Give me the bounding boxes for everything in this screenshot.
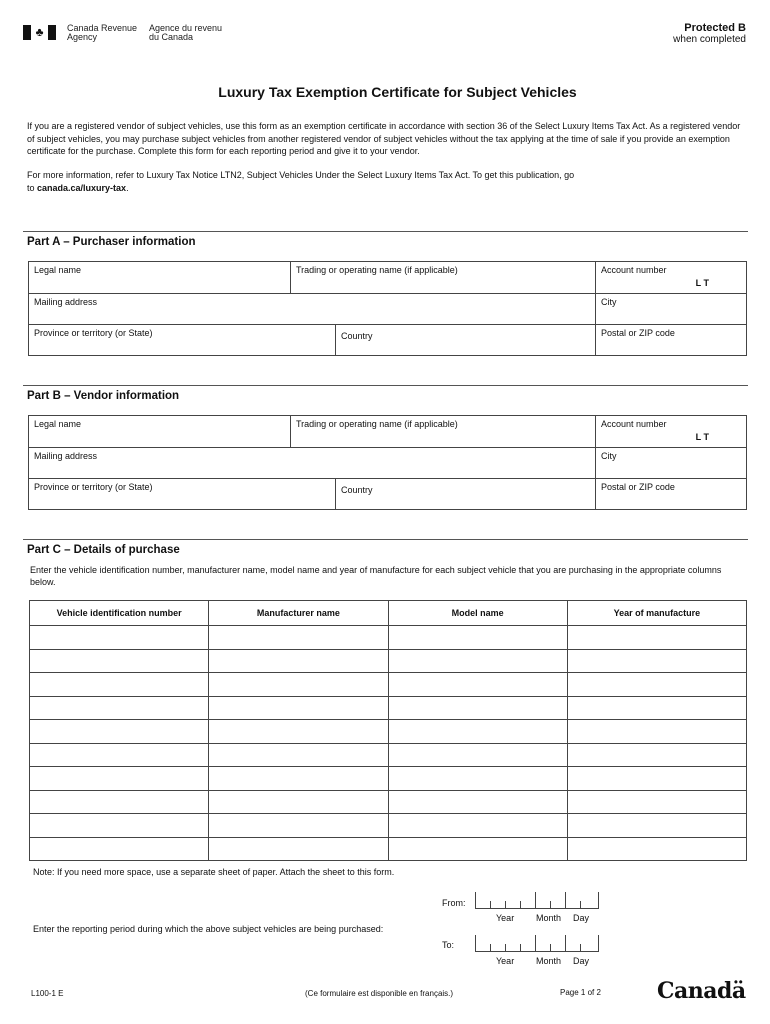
from-day-label: Day — [573, 913, 590, 923]
part-b-trading-name-field[interactable] — [291, 416, 596, 448]
form-code: L100-1 E — [31, 989, 64, 998]
vehicle-year-cell[interactable] — [567, 790, 746, 814]
part-a-form — [28, 261, 747, 356]
date-digit-divider — [490, 901, 491, 908]
part-a-city-label: City — [601, 297, 617, 307]
part-a-legal-name-label: Legal name — [34, 265, 82, 275]
part-b-legal-name-label: Legal name — [34, 419, 82, 429]
to-day-label: Day — [573, 956, 590, 966]
vehicle-model-cell[interactable] — [388, 626, 567, 650]
protected-subtitle: when completed — [673, 34, 746, 45]
french-availability-note: (Ce formulaire est disponible en français.) — [305, 989, 454, 998]
vehicle-model-cell[interactable] — [388, 720, 567, 744]
vehicle-row — [30, 696, 747, 720]
to-date-field[interactable] — [475, 936, 599, 952]
from-month-label: Month — [536, 913, 562, 923]
part-a-rule — [23, 231, 748, 232]
date-digit-divider — [580, 944, 581, 951]
vehicle-row — [30, 673, 747, 697]
vehicle-year-cell[interactable] — [567, 626, 746, 650]
intro-paragraph-2-line1: For more information, refer to Luxury Tax Notice LTN2, Subject Vehicles Under the Select Luxury Items Tax Act. To get this publication, go — [27, 170, 575, 180]
part-b-account-number-label: Account number — [601, 419, 667, 429]
agency-name-en — [67, 24, 137, 42]
part-c-rule — [23, 539, 748, 540]
column-header-vin: Vehicle identification number — [30, 601, 209, 626]
part-a-postal-label: Postal or ZIP code — [601, 328, 675, 338]
column-header-model: Model name — [388, 601, 567, 626]
vehicle-model-cell[interactable] — [388, 649, 567, 673]
date-digit-divider — [475, 935, 476, 951]
part-b-city-field[interactable] — [596, 448, 746, 479]
vehicle-manufacturer-cell[interactable] — [209, 696, 388, 720]
agency-name-fr — [149, 24, 222, 42]
part-c-note: Note: If you need more space, use a separate sheet of paper. Attach the sheet to this form. — [33, 867, 395, 877]
part-a-mailing-address-label: Mailing address — [34, 297, 98, 307]
vehicle-year-cell[interactable] — [567, 767, 746, 791]
agency-fr-line2: du Canada — [149, 32, 194, 42]
vehicle-vin-cell[interactable] — [30, 649, 209, 673]
part-b-city-label: City — [601, 451, 617, 461]
from-label: From: — [442, 898, 466, 908]
vehicle-manufacturer-cell[interactable] — [209, 790, 388, 814]
part-b-trading-name-label: Trading or operating name (if applicable) — [296, 419, 458, 429]
vehicle-model-cell[interactable] — [388, 673, 567, 697]
intro-paragraph-2 — [27, 169, 747, 194]
vehicle-manufacturer-cell[interactable] — [209, 743, 388, 767]
vehicle-vin-cell[interactable] — [30, 814, 209, 838]
from-date-field[interactable] — [475, 893, 599, 909]
part-a-country-label: Country — [341, 331, 373, 341]
from-year-label: Year — [496, 913, 515, 923]
column-header-manufacturer: Manufacturer name — [209, 601, 388, 626]
column-header-year: Year of manufacture — [567, 601, 746, 626]
intro-paragraph-1: If you are a registered vendor of subject vehicles, use this form as an exemption certificate in accordance with section 36 of the Select Luxury Items Tax Act. As a registered vendor of subject vehicles, you may purchase subject vehicles from another registered vendor of subject vehicles without the tax applying at the time of sale if you provide an exemption certificate for the purchase. Complete this form for each reporting period and give it to your vendor. — [27, 121, 741, 156]
vehicle-table-header — [30, 601, 747, 626]
part-a-city-field[interactable] — [596, 294, 746, 325]
date-digit-divider — [505, 901, 506, 908]
vehicle-manufacturer-cell[interactable] — [209, 649, 388, 673]
part-a-mailing-address-field[interactable] — [29, 294, 596, 325]
protected-status — [673, 22, 746, 45]
date-digit-divider — [475, 892, 476, 908]
part-a-account-number-label: Account number — [601, 265, 667, 275]
part-a-trading-name-label: Trading or operating name (if applicable) — [296, 265, 458, 275]
vehicle-vin-cell[interactable] — [30, 673, 209, 697]
date-digit-divider — [565, 935, 566, 951]
vehicle-year-cell[interactable] — [567, 743, 746, 767]
vehicle-row — [30, 626, 747, 650]
part-a-trading-name-field[interactable] — [291, 262, 596, 294]
date-digit-divider — [550, 944, 551, 951]
agency-en-line1: Canada Revenue — [67, 23, 138, 33]
part-a-title: Part A – Purchaser information — [27, 236, 196, 248]
vehicle-row — [30, 743, 747, 767]
part-b-province-field[interactable] — [29, 479, 336, 510]
vehicle-manufacturer-cell[interactable] — [209, 767, 388, 791]
date-digit-divider — [550, 901, 551, 908]
part-b-country-field[interactable] — [336, 479, 596, 510]
vehicle-vin-cell[interactable] — [30, 743, 209, 767]
part-b-country-label: Country — [341, 485, 373, 495]
vehicle-model-cell[interactable] — [388, 743, 567, 767]
page-number: Page 1 of 2 — [560, 988, 601, 997]
to-label: To: — [442, 940, 455, 950]
vehicle-year-cell[interactable] — [567, 649, 746, 673]
vehicle-row — [30, 814, 747, 838]
vehicle-row — [30, 720, 747, 744]
date-digit-divider — [535, 892, 536, 908]
vehicle-vin-cell[interactable] — [30, 837, 209, 861]
intro-paragraph-2-prefix: to — [27, 182, 38, 193]
part-a-legal-name-field[interactable] — [29, 262, 291, 294]
vehicle-model-cell[interactable] — [388, 790, 567, 814]
vehicle-year-cell[interactable] — [567, 814, 746, 838]
part-c-title: Part C – Details of purchase — [27, 544, 180, 556]
reporting-period-label: Enter the reporting period during which the above subject vehicles are being purchased: — [33, 924, 384, 934]
agency-fr-line1: Agence du revenu — [149, 23, 223, 33]
part-b-legal-name-field[interactable] — [29, 416, 291, 448]
vehicle-table-body — [30, 626, 747, 861]
part-b-account-number-field[interactable] — [596, 416, 746, 448]
date-digit-divider — [505, 944, 506, 951]
date-digit-divider — [520, 901, 521, 908]
vehicle-model-cell[interactable] — [388, 696, 567, 720]
part-b-account-suffix: LT — [695, 432, 712, 442]
vehicle-table — [29, 600, 747, 861]
to-month-label: Month — [536, 956, 562, 966]
vehicle-vin-cell[interactable] — [30, 696, 209, 720]
canada-wordmark: Canadä — [657, 978, 746, 1004]
vehicle-year-cell[interactable] — [567, 720, 746, 744]
to-year-label: Year — [496, 956, 515, 966]
vehicle-vin-cell[interactable] — [30, 790, 209, 814]
part-b-rule — [23, 385, 748, 386]
date-digit-divider — [535, 935, 536, 951]
vehicle-vin-cell[interactable] — [30, 767, 209, 791]
part-b-form — [28, 415, 747, 510]
part-a-account-number-field[interactable] — [596, 262, 746, 294]
vehicle-year-cell[interactable] — [567, 837, 746, 861]
vehicle-model-cell[interactable] — [388, 837, 567, 861]
vehicle-row — [30, 837, 747, 861]
date-digit-divider — [580, 901, 581, 908]
part-b-title: Part B – Vendor information — [27, 390, 180, 402]
vehicle-model-cell[interactable] — [388, 767, 567, 791]
part-a-postal-field[interactable] — [596, 325, 746, 356]
vehicle-year-cell[interactable] — [567, 673, 746, 697]
vehicle-row — [30, 767, 747, 791]
vehicle-row — [30, 649, 747, 673]
part-a-province-label: Province or territory (or State) — [34, 328, 153, 338]
part-a-province-field[interactable] — [29, 325, 336, 356]
date-digit-divider — [598, 892, 599, 908]
vehicle-manufacturer-cell[interactable] — [209, 814, 388, 838]
vehicle-manufacturer-cell[interactable] — [209, 837, 388, 861]
date-digit-divider — [490, 944, 491, 951]
date-digit-divider — [598, 935, 599, 951]
part-b-mailing-address-label: Mailing address — [34, 451, 98, 461]
vehicle-manufacturer-cell[interactable] — [209, 626, 388, 650]
agency-en-line2: Agency — [67, 32, 98, 42]
vehicle-row — [30, 790, 747, 814]
vehicle-vin-cell[interactable] — [30, 626, 209, 650]
vehicle-model-cell[interactable] — [388, 814, 567, 838]
date-digit-divider — [520, 944, 521, 951]
date-digit-divider — [565, 892, 566, 908]
vehicle-manufacturer-cell[interactable] — [209, 673, 388, 697]
vehicle-year-cell[interactable] — [567, 696, 746, 720]
part-a-account-suffix: LT — [695, 278, 712, 288]
form-title: Luxury Tax Exemption Certificate for Subject Vehicles — [218, 84, 577, 100]
canada-flag-icon: ♣ — [23, 25, 56, 40]
part-b-province-label: Province or territory (or State) — [34, 482, 153, 492]
protected-title: Protected B — [684, 22, 746, 34]
luxury-tax-link[interactable]: canada.ca/luxury-tax — [37, 182, 127, 193]
intro-paragraph-2-suffix: . — [126, 182, 129, 193]
part-c-instructions: Enter the vehicle identification number, manufacturer name, model name and year of manufacture for each subject vehicle that you are purchasing in the appropriate columns below. — [30, 565, 722, 587]
part-a-country-field[interactable] — [336, 325, 596, 356]
vehicle-manufacturer-cell[interactable] — [209, 720, 388, 744]
part-b-postal-label: Postal or ZIP code — [601, 482, 675, 492]
part-b-postal-field[interactable] — [596, 479, 746, 510]
part-b-mailing-address-field[interactable] — [29, 448, 596, 479]
vehicle-vin-cell[interactable] — [30, 720, 209, 744]
